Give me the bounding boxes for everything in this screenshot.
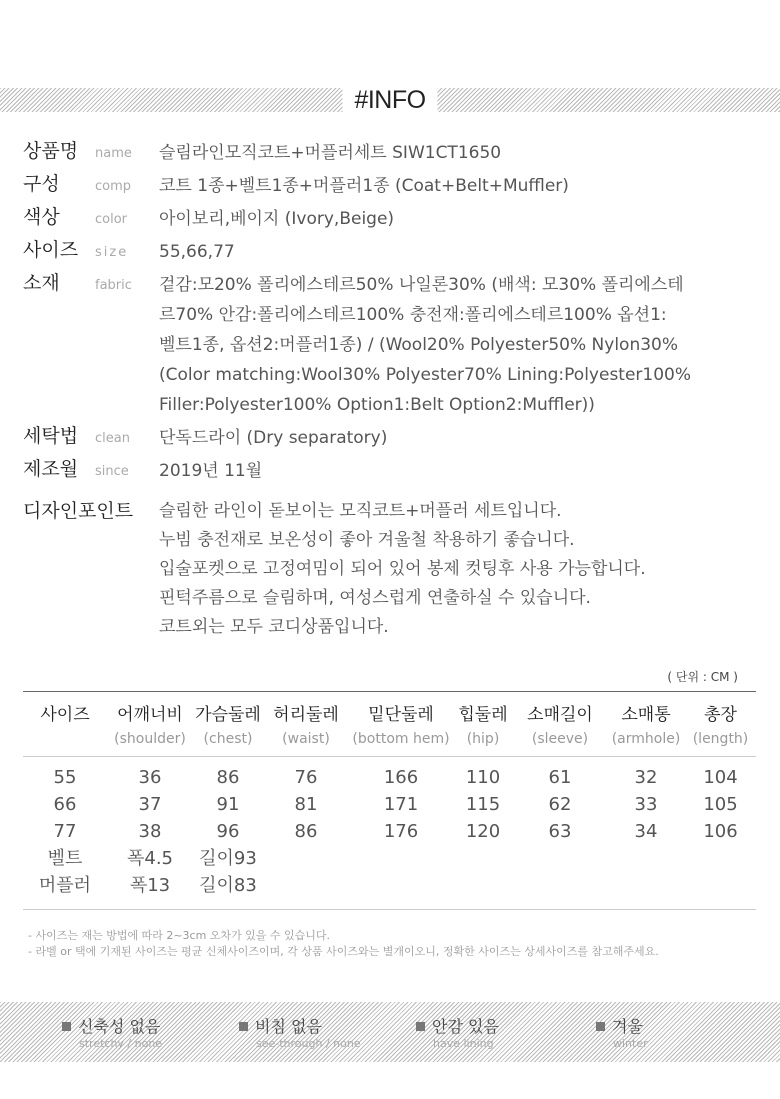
spec-value-line: 슬림라인모직코트+머플러세트 SIW1CT1650 [159, 143, 502, 163]
header-label-ko: 어깨너비 [117, 705, 183, 725]
header-label-ko: 밑단둘레 [368, 705, 434, 725]
table-cell: 폭4.5 [126, 848, 173, 869]
size-table-header-cell [453, 702, 513, 750]
table-cell: 62 [548, 794, 572, 815]
table-cell: 96 [216, 821, 240, 842]
table-cell: 61 [548, 767, 572, 788]
table-cell: 115 [465, 794, 501, 815]
table-cell [513, 845, 607, 872]
feature-label-ko: 안감 있음 [432, 1017, 499, 1036]
spec-label [23, 270, 159, 299]
spec-value [159, 423, 387, 453]
spec-label-en: clean [95, 431, 130, 446]
table-cell [453, 872, 513, 899]
table-cell: 폭13 [129, 875, 171, 896]
note-line: - 사이즈는 재는 방법에 따라 2~3cm 오차가 있을 수 있습니다. [28, 929, 331, 942]
square-bullet-icon [62, 1022, 71, 1031]
table-cell: 176 [383, 821, 419, 842]
table-cell: 63 [548, 821, 572, 842]
header-label-en: (waist) [282, 731, 330, 747]
feature-item [416, 1017, 499, 1050]
table-cell: 벨트 [47, 848, 83, 869]
spec-value-line: 벨트1종, 옵션2:머플러1종) / (Wool20% Polyester50% Nylon30% [159, 335, 679, 355]
table-cell [607, 872, 685, 899]
table-cell [349, 872, 453, 899]
table-cell: 34 [634, 821, 658, 842]
spec-value-line: 겉감:모20% 폴리에스테르50% 나일론30% (배색: 모30% 폴리에스테 [159, 275, 684, 295]
size-table-header-cell [107, 702, 193, 750]
table-cell: 91 [216, 794, 240, 815]
header-label-en: (chest) [203, 731, 253, 747]
spec-label [23, 204, 159, 233]
table-cell: 77 [53, 821, 77, 842]
section-title: #INFO [342, 88, 437, 112]
unit-label: ( 단위 : CM ) [667, 670, 738, 684]
spec-label [23, 138, 159, 167]
spec-label [23, 237, 159, 266]
design-point-line: 핀턱주름으로 슬림하며, 여성스럽게 연출하실 수 있습니다. [159, 588, 591, 608]
table-cell: 110 [465, 767, 501, 788]
table-cell: 86 [216, 767, 240, 788]
table-cell: 머플러 [38, 875, 92, 896]
header-label-ko: 사이즈 [40, 705, 90, 725]
spec-value-line: 2019년 11월 [159, 461, 263, 481]
feature-item [596, 1017, 648, 1050]
table-cell: 81 [294, 794, 318, 815]
design-point-line: 코트외는 모두 코디상품입니다. [159, 617, 389, 637]
spec-value [159, 270, 691, 420]
header-label-ko: 소매길이 [527, 705, 593, 725]
header-label-ko: 소매통 [621, 705, 671, 725]
feature-label-en: have lining [433, 1037, 494, 1050]
spec-value-line: (Color matching:Wool30% Polyester70% Lining:Polyester100% [159, 365, 692, 385]
size-table-body [23, 757, 756, 909]
note-line: - 라벨 or 택에 기재된 사이즈는 평균 신체사이즈이며, 각 상품 사이즈와는 별개이오니, 정확한 사이즈는 상세사이즈를 참고해주세요. [28, 945, 659, 958]
table-cell: 76 [294, 767, 318, 788]
square-bullet-icon [416, 1022, 425, 1031]
size-table-header-cell [193, 702, 263, 750]
table-cell: 길이93 [199, 848, 257, 869]
spec-row [23, 204, 763, 234]
spec-label-en: color [95, 212, 128, 227]
table-cell: 38 [138, 821, 162, 842]
table-row [23, 764, 756, 791]
fabric-features [0, 1002, 780, 1062]
info-band [0, 88, 780, 112]
design-point-lines [159, 497, 646, 642]
table-cell: 166 [383, 767, 419, 788]
spec-value-line: 55,66,77 [159, 242, 235, 262]
feature-label-en: winter [613, 1037, 648, 1050]
size-table-header-cell [23, 702, 107, 750]
spec-label-ko: 색상 [23, 206, 60, 228]
size-table-header-cell [607, 702, 685, 750]
header-label-en: (sleeve) [531, 731, 589, 747]
table-cell [453, 845, 513, 872]
spec-value-line: 단독드라이 (Dry separatory) [159, 428, 388, 448]
table-cell: 66 [53, 794, 77, 815]
design-point [23, 497, 763, 642]
spec-label-en: name [95, 146, 132, 161]
spec-value-line: Filler:Polyester100% Option1:Belt Option2:Muffler)) [159, 395, 595, 415]
header-label-en: (length) [692, 731, 749, 747]
spec-row [23, 456, 763, 486]
header-label-en [23, 728, 107, 750]
feature-label [596, 1017, 648, 1037]
table-cell [513, 872, 607, 899]
table-cell: 105 [703, 794, 738, 815]
spec-value [159, 237, 235, 267]
table-cell: 36 [138, 767, 162, 788]
header-label-ko: 총장 [704, 705, 737, 725]
spec-value [159, 456, 262, 486]
header-label-ko: 가슴둘레 [195, 705, 261, 725]
spec-label-ko: 구성 [23, 173, 60, 195]
spec-row [23, 171, 763, 201]
table-row [23, 791, 756, 818]
feature-label-ko: 신축성 없음 [78, 1017, 161, 1036]
feature-label-ko: 겨울 [612, 1017, 643, 1036]
table-cell: 37 [138, 794, 162, 815]
table-cell [263, 872, 349, 899]
feature-label [62, 1017, 162, 1037]
spec-row [23, 270, 763, 420]
table-row [23, 872, 756, 899]
spec-label-ko: 소재 [23, 272, 60, 294]
table-cell: 86 [294, 821, 318, 842]
spec-value [159, 171, 569, 201]
spec-label-en: fabric [95, 278, 132, 293]
header-label-en: (bottom hem) [352, 731, 450, 747]
spec-value [159, 204, 394, 234]
spec-label [23, 456, 159, 485]
feature-item [239, 1017, 361, 1050]
size-table-header-cell [513, 702, 607, 750]
spec-label-ko: 사이즈 [23, 239, 79, 261]
table-cell: 120 [465, 821, 501, 842]
size-table [23, 691, 756, 910]
feature-label-en: see-through / none [256, 1037, 361, 1050]
table-row [23, 845, 756, 872]
header-label-en: (shoulder) [114, 731, 186, 747]
table-cell: 길이83 [199, 875, 257, 896]
square-bullet-icon [239, 1022, 248, 1031]
spec-label-en: since [95, 464, 129, 479]
spec-value [159, 138, 501, 168]
spec-row [23, 237, 763, 267]
table-cell [263, 845, 349, 872]
table-cell: 106 [703, 821, 738, 842]
spec-label-ko: 세탁법 [23, 425, 79, 447]
table-cell: 32 [634, 767, 658, 788]
design-point-line: 입술포켓으로 고정여밈이 되어 있어 봉제 컷팅후 사용 가능합니다. [159, 559, 646, 579]
size-table-header-cell [349, 702, 453, 750]
spec-label-ko: 제조월 [23, 458, 79, 480]
spec-value-line: 코트 1종+벨트1종+머플러1종 (Coat+Belt+Muffler) [159, 176, 569, 196]
size-notes [28, 928, 659, 960]
design-point-line: 누빔 충전재로 보온성이 좋아 겨울철 착용하기 좋습니다. [159, 530, 575, 550]
spec-row [23, 423, 763, 453]
design-point-line: 슬림한 라인이 돋보이는 모직코트+머플러 세트입니다. [159, 501, 562, 521]
table-cell [685, 872, 756, 899]
header-label-en: (hip) [466, 731, 500, 747]
table-cell [349, 845, 453, 872]
spec-value-line: 아이보리,베이지 (Ivory,Beige) [159, 209, 395, 229]
spec-label [23, 423, 159, 452]
header-label-ko: 힙둘레 [458, 705, 508, 725]
table-cell: 55 [53, 767, 77, 788]
header-label-ko: 허리둘레 [273, 705, 339, 725]
table-row [23, 818, 756, 845]
table-cell: 104 [703, 767, 738, 788]
spec-row [23, 138, 763, 168]
size-table-header [23, 692, 756, 756]
table-cell [685, 845, 756, 872]
feature-label-en: stretchy / none [79, 1037, 163, 1050]
header-label-en: (armhole) [611, 731, 681, 747]
design-point-label: 디자인포인트 [23, 500, 134, 522]
spec-label-en: comp [95, 179, 132, 194]
feature-label [239, 1017, 361, 1037]
size-table-header-cell [263, 702, 349, 750]
table-cell: 33 [634, 794, 658, 815]
product-specs [23, 138, 763, 489]
feature-label [416, 1017, 499, 1037]
spec-label-en: size [95, 245, 129, 260]
spec-label [23, 171, 159, 200]
table-cell [607, 845, 685, 872]
size-table-header-cell [685, 702, 756, 750]
table-cell: 171 [383, 794, 419, 815]
spec-value-line: 르70% 안감:폴리에스테르100% 충전재:폴리에스테르100% 옵션1: [159, 305, 667, 325]
square-bullet-icon [596, 1022, 605, 1031]
spec-label-ko: 상품명 [23, 140, 79, 162]
feature-label-ko: 비침 없음 [255, 1017, 322, 1036]
feature-item [62, 1017, 162, 1050]
